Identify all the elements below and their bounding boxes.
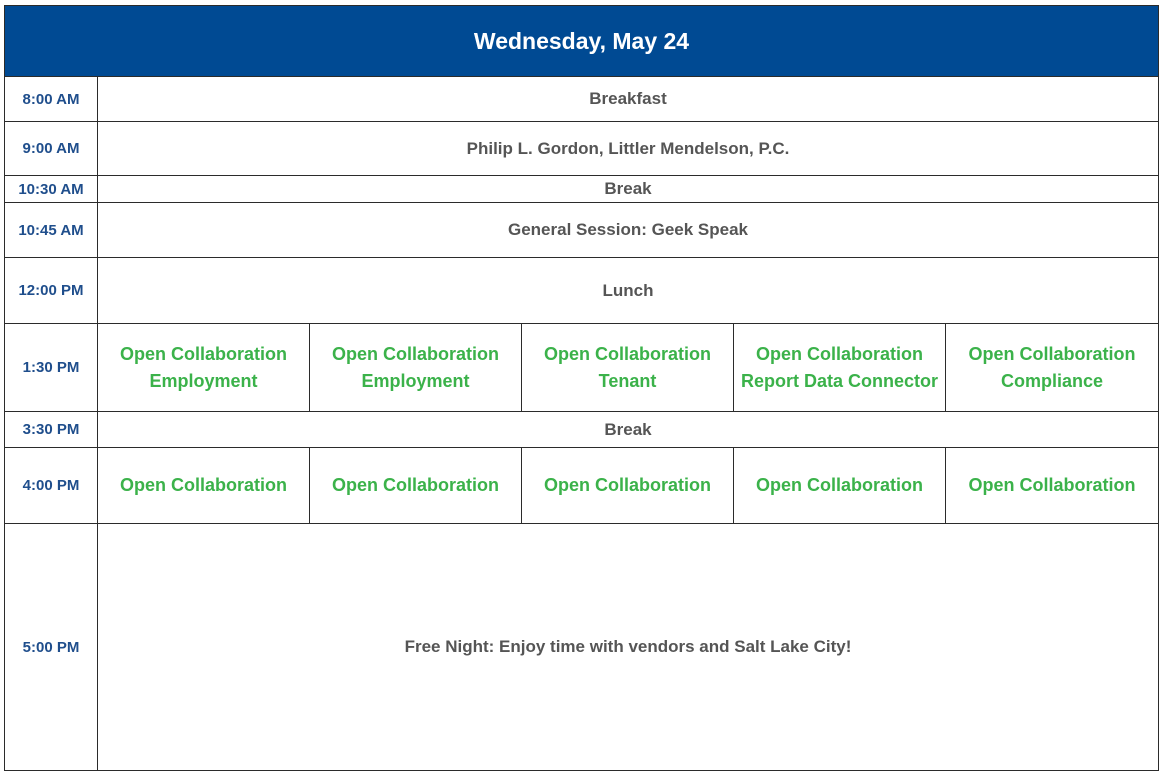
track-cell: Open Collaboration: [946, 448, 1159, 524]
track-cell: Open Collaboration: [98, 448, 310, 524]
event-cell: Philip L. Gordon, Littler Mendelson, P.C.: [98, 122, 1159, 176]
track-cell: [310, 324, 522, 412]
schedule-row: [5, 412, 1159, 448]
schedule-row: [5, 176, 1159, 203]
track-cell: Open Collaboration: [522, 448, 734, 524]
header-row: [5, 6, 1159, 77]
event-cell: Break: [98, 176, 1159, 203]
track-cell: [522, 324, 734, 412]
event-cell: Lunch: [98, 258, 1159, 324]
track-title: Open Collaboration: [119, 343, 287, 364]
track-title: Open Collaboration: [331, 343, 499, 364]
time-cell: 4:00 PM: [5, 448, 98, 524]
time-cell: 10:45 AM: [5, 203, 98, 258]
track-topic: Report Data Connector: [740, 370, 938, 391]
time-cell: 9:00 AM: [5, 122, 98, 176]
track-cell: [946, 324, 1159, 412]
schedule-row: [5, 448, 1159, 524]
schedule-row: [5, 203, 1159, 258]
time-cell: 5:00 PM: [5, 524, 98, 771]
track-topic: Compliance: [1000, 370, 1104, 391]
track-cell: [734, 324, 946, 412]
time-cell: 8:00 AM: [5, 77, 98, 122]
track-title: Open Collaboration: [755, 343, 923, 364]
event-cell: General Session: Geek Speak: [98, 203, 1159, 258]
track-topic: Employment: [361, 370, 470, 391]
track-cell: [98, 324, 310, 412]
track-topic: Tenant: [598, 370, 657, 391]
event-cell: Free Night: Enjoy time with vendors and Salt Lake City!: [98, 524, 1159, 771]
track-topic: Employment: [149, 370, 258, 391]
schedule-table: [4, 5, 1159, 771]
track-cell: Open Collaboration: [310, 448, 522, 524]
time-cell: 3:30 PM: [5, 412, 98, 448]
time-cell: 12:00 PM: [5, 258, 98, 324]
event-cell: Break: [98, 412, 1159, 448]
schedule-row: [5, 258, 1159, 324]
track-cell: Open Collaboration: [734, 448, 946, 524]
time-cell: 1:30 PM: [5, 324, 98, 412]
schedule-row: [5, 324, 1159, 412]
schedule-row: [5, 524, 1159, 771]
schedule-row: [5, 122, 1159, 176]
schedule-row: [5, 77, 1159, 122]
day-title: Wednesday, May 24: [5, 6, 1159, 77]
track-title: Open Collaboration: [968, 343, 1136, 364]
time-cell: 10:30 AM: [5, 176, 98, 203]
event-cell: Breakfast: [98, 77, 1159, 122]
track-title: Open Collaboration: [543, 343, 711, 364]
